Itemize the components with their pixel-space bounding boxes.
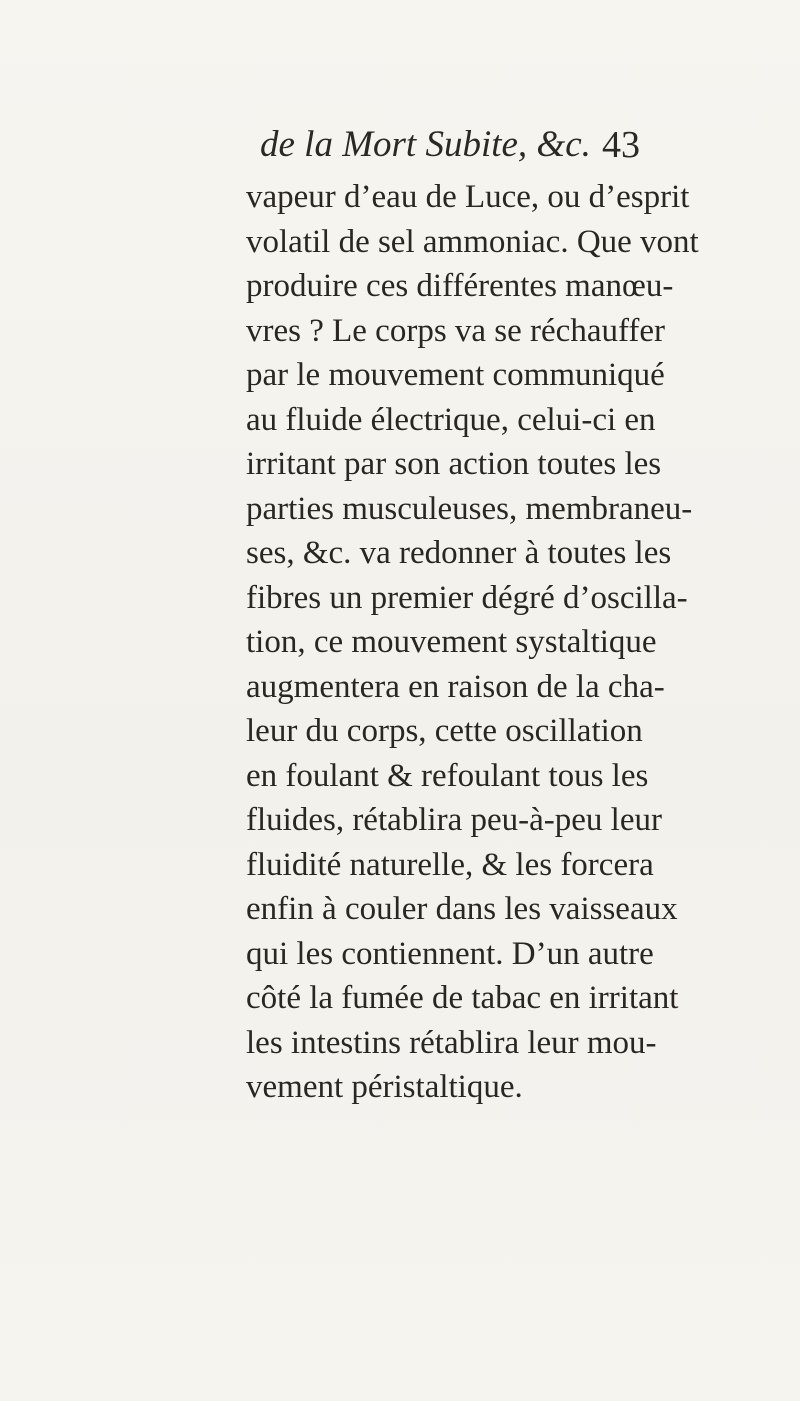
- text-line: au fluide électrique, celui-ci en: [246, 401, 656, 438]
- text-line: qui les contiennent. D’un autre: [246, 935, 654, 972]
- text-line: parties musculeuses, membraneu-: [246, 490, 693, 527]
- text-line: vapeur d’eau de Luce, ou d’esprit: [246, 179, 690, 215]
- text-line: fluides, rétablira peu-à-peu leur: [246, 802, 662, 838]
- body-text: [246, 175, 699, 1110]
- text-line: en foulant & refoulant tous les: [246, 757, 649, 794]
- text-line: produire ces différentes manœu-: [246, 268, 674, 304]
- text-line: fibres un premier dégré d’oscilla-: [246, 579, 688, 616]
- text-line: volatil de sel ammoniac. Que vont: [246, 223, 699, 260]
- running-head: [260, 125, 640, 175]
- text-line: vres ? Le corps va se réchauffer: [246, 312, 665, 349]
- text-line: enfin à couler dans les vaisseaux: [246, 891, 678, 927]
- page-number: 43: [602, 124, 640, 166]
- running-title: de la Mort Subite, &c.: [260, 124, 591, 165]
- text-line: côté la fumée de tabac en irritant: [246, 980, 679, 1016]
- text-line: irritant par son action toutes les: [246, 446, 662, 482]
- text-line: augmentera en raison de la cha-: [246, 668, 665, 705]
- text-line: fluidité naturelle, & les forcera: [246, 846, 654, 883]
- text-line: leur du corps, cette oscillation: [246, 713, 643, 749]
- text-line: ses, &c. va redonner à toutes les: [246, 535, 672, 571]
- text-line: les intestins rétablira leur mou-: [246, 1024, 657, 1061]
- text-line: par le mouvement communiqué: [246, 357, 665, 393]
- text-line: vement péristaltique.: [246, 1069, 523, 1105]
- text-line: tion, ce mouvement systaltique: [246, 624, 657, 660]
